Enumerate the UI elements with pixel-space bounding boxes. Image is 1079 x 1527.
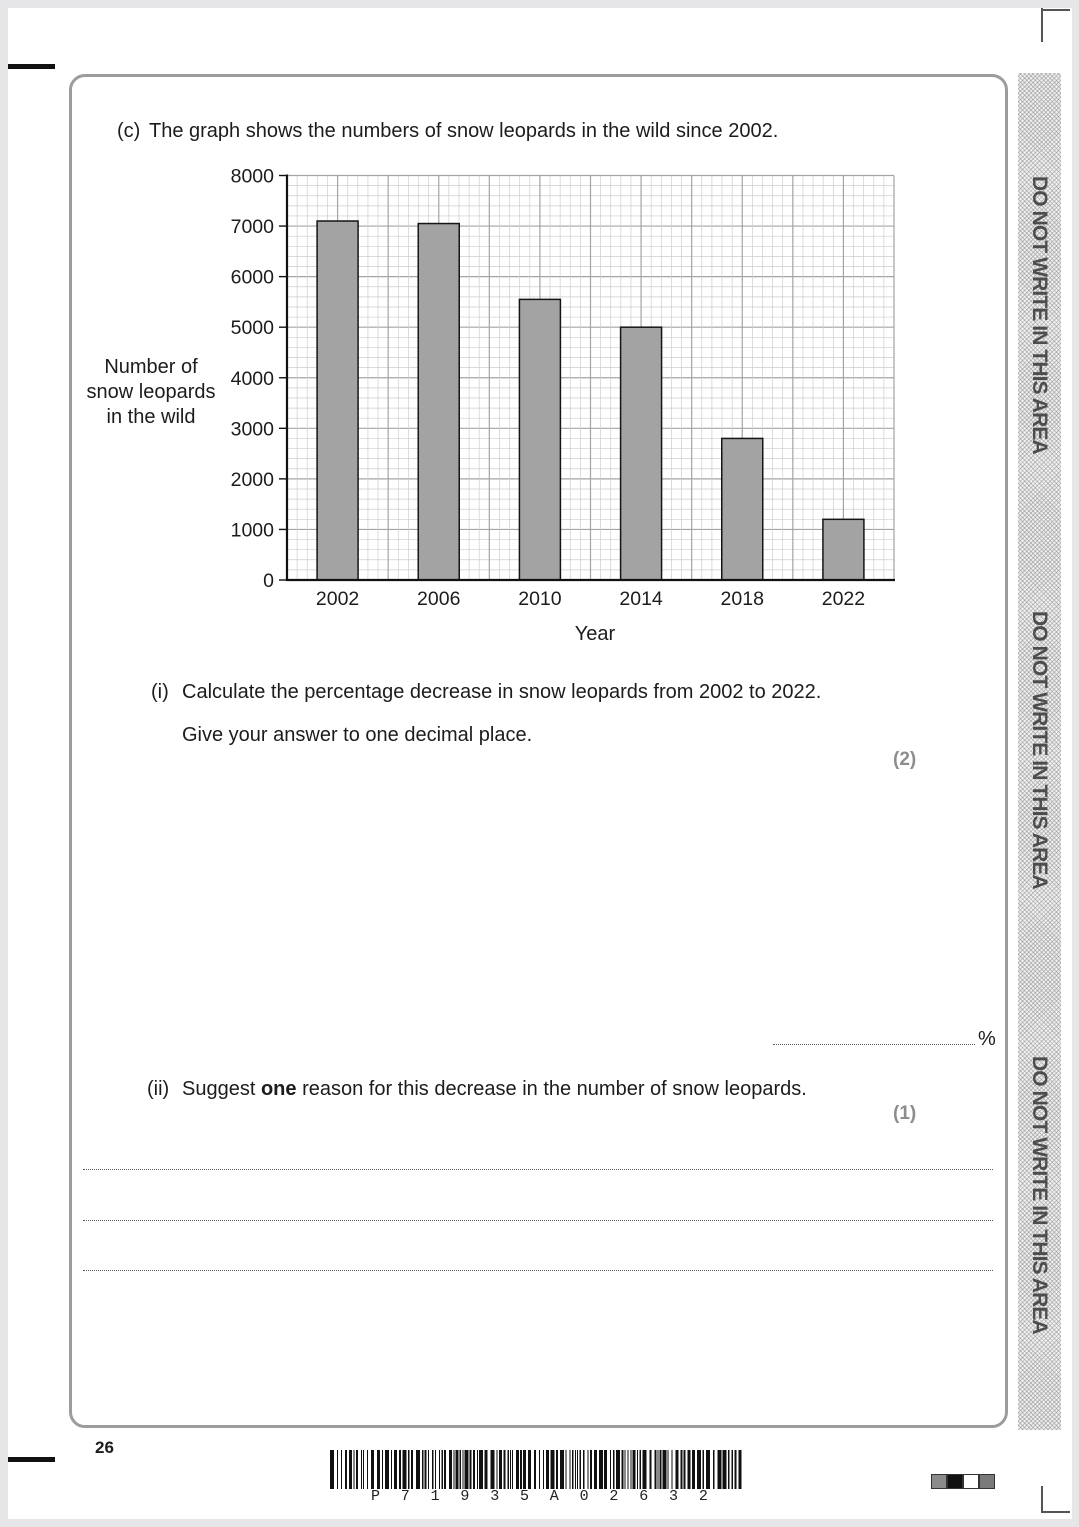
page-number: 26 xyxy=(95,1438,114,1457)
barcode-bar xyxy=(739,1450,742,1489)
barcode-bar xyxy=(539,1450,540,1489)
x-tick-label: 2010 xyxy=(518,588,562,610)
part-ii-text-after: reason for this decrease in the number of snow leopards. xyxy=(296,1078,807,1100)
barcode-bar xyxy=(625,1450,626,1489)
barcode-bar xyxy=(456,1450,459,1489)
part-ii-emphasis: one xyxy=(260,1078,297,1100)
barcode-bar xyxy=(449,1450,452,1489)
bar-2018 xyxy=(722,438,763,580)
barcode-bar xyxy=(371,1450,374,1489)
barcode-bar xyxy=(637,1450,638,1489)
y-tick-label: 6000 xyxy=(230,266,274,289)
bar-2006 xyxy=(418,224,459,580)
barcode-bar xyxy=(337,1450,338,1489)
barcode-bar xyxy=(590,1450,592,1489)
barcode-bar xyxy=(377,1450,380,1489)
part-i-label: (i) xyxy=(151,681,169,703)
barcode-bar xyxy=(728,1450,730,1489)
bar-2014 xyxy=(621,327,662,580)
barcode-bar xyxy=(718,1450,722,1489)
question-c-label: (c) xyxy=(117,120,141,142)
print-check-square-gray xyxy=(931,1474,947,1489)
barcode-bar xyxy=(546,1450,549,1489)
barcode-bar xyxy=(432,1450,434,1489)
barcode-bar xyxy=(435,1450,436,1489)
x-tick-label: 2014 xyxy=(619,588,663,610)
barcode-bar xyxy=(356,1450,358,1489)
x-tick-label: 2022 xyxy=(821,588,866,610)
barcode-bar xyxy=(411,1450,413,1489)
barcode xyxy=(330,1450,747,1489)
barcode-bar xyxy=(363,1450,364,1489)
barcode-bar xyxy=(723,1450,727,1489)
part-ii-text-before: Suggest xyxy=(182,1078,261,1100)
bar-2010 xyxy=(519,299,560,580)
part-ii-answer-line-2 xyxy=(83,1220,993,1221)
crop-mark-bottom-vertical xyxy=(1041,1486,1043,1513)
part-i-marks: (2) xyxy=(893,749,917,770)
part-ii-answer-line-1 xyxy=(83,1169,993,1170)
barcode-bar xyxy=(713,1450,715,1489)
barcode-bar xyxy=(425,1450,427,1489)
barcode-bar xyxy=(528,1450,531,1489)
print-check-square-black xyxy=(947,1474,963,1489)
part-i-answer-unit: % xyxy=(978,1028,996,1050)
barcode-bar xyxy=(697,1450,701,1489)
part-ii-answer-line-3 xyxy=(83,1270,993,1271)
print-check-square-white xyxy=(963,1474,979,1489)
barcode-bar xyxy=(330,1450,334,1489)
barcode-bar xyxy=(676,1450,679,1489)
barcode-bar xyxy=(510,1450,511,1489)
bar-2022 xyxy=(823,519,864,580)
barcode-bar xyxy=(354,1450,355,1489)
barcode-bar xyxy=(577,1450,578,1489)
barcode-bar xyxy=(394,1450,397,1489)
barcode-bar xyxy=(599,1450,603,1489)
barcode-bar xyxy=(643,1450,647,1489)
barcode-bar xyxy=(640,1450,642,1489)
y-axis-label xyxy=(84,355,218,430)
y-tick-label: 3000 xyxy=(230,418,274,441)
y-tick-label: 4000 xyxy=(230,367,274,390)
y-axis-label-line-2: snow leopards xyxy=(86,381,216,403)
barcode-bar xyxy=(422,1450,424,1489)
margin-notice-middle: DO NOT WRITE IN THIS AREA xyxy=(1028,611,1051,889)
barcode-bar xyxy=(444,1450,446,1489)
barcode-bar xyxy=(588,1450,589,1489)
barcode-bar xyxy=(399,1450,401,1489)
barcode-bar xyxy=(442,1450,444,1489)
barcode-bar xyxy=(543,1450,544,1489)
barcode-bar xyxy=(460,1450,462,1489)
barcode-bar xyxy=(703,1450,705,1489)
barcode-bar xyxy=(735,1450,737,1489)
barcode-bar xyxy=(416,1450,420,1489)
barcode-bar xyxy=(345,1450,347,1489)
barcode-bar xyxy=(520,1450,522,1489)
barcode-bar xyxy=(668,1450,669,1489)
barcode-bar xyxy=(575,1450,576,1489)
barcode-bar xyxy=(556,1450,558,1489)
barcode-bar xyxy=(361,1450,362,1489)
barcode-bar xyxy=(681,1450,683,1489)
barcode-bar xyxy=(580,1450,582,1489)
y-tick-label: 7000 xyxy=(230,216,274,239)
barcode-bar xyxy=(732,1450,734,1489)
y-tick-label: 5000 xyxy=(230,317,274,340)
y-axis-label-line-1: Number of xyxy=(104,356,198,378)
barcode-bar xyxy=(622,1450,624,1489)
barcode-bar xyxy=(572,1450,574,1489)
barcode-bar xyxy=(428,1450,429,1489)
part-ii-label: (ii) xyxy=(147,1078,170,1100)
barcode-bar xyxy=(349,1450,352,1489)
barcode-bar xyxy=(655,1450,657,1489)
barcode-bar xyxy=(382,1450,383,1489)
barcode-bar xyxy=(499,1450,502,1489)
part-i-question: Calculate the percentage decrease in snow leopards from 2002 to 2022. xyxy=(182,681,822,703)
barcode-bar xyxy=(633,1450,636,1489)
barcode-bar xyxy=(610,1450,611,1489)
barcode-bar xyxy=(663,1450,667,1489)
barcode-bar xyxy=(485,1450,488,1489)
barcode-bar xyxy=(628,1450,629,1489)
barcode-bar xyxy=(516,1450,519,1489)
barcode-bar xyxy=(692,1450,695,1489)
barcode-bar xyxy=(534,1450,536,1489)
barcode-bar xyxy=(631,1450,632,1489)
barcode-bar xyxy=(684,1450,686,1489)
barcode-bar xyxy=(477,1450,478,1489)
barcode-bar xyxy=(497,1450,498,1489)
barcode-bar xyxy=(566,1450,567,1489)
bar-chart xyxy=(0,0,1079,660)
barcode-bar xyxy=(560,1450,564,1489)
barcode-bar xyxy=(465,1450,469,1489)
part-i-answer-line xyxy=(773,1044,975,1045)
part-i-instruction: Give your answer to one decimal place. xyxy=(182,724,533,746)
barcode-bar xyxy=(385,1450,389,1489)
barcode-bar xyxy=(616,1450,620,1489)
chart-grid xyxy=(287,176,894,581)
y-tick-label: 0 xyxy=(263,570,274,592)
barcode-bar xyxy=(454,1450,455,1489)
crop-mark-bottom-horizontal xyxy=(1041,1511,1070,1513)
y-tick-label: 1000 xyxy=(230,519,274,542)
barcode-bar xyxy=(551,1450,555,1489)
registration-mark-bottom xyxy=(8,1457,55,1462)
x-axis-label: Year xyxy=(574,623,616,645)
barcode-text: P71935A02632 xyxy=(371,1488,729,1505)
margin-notice-bottom: DO NOT WRITE IN THIS AREA xyxy=(1028,1056,1051,1334)
question-c-text: The graph shows the numbers of snow leopards in the wild since 2002. xyxy=(149,120,779,142)
barcode-bar xyxy=(479,1450,483,1489)
barcode-bar xyxy=(403,1450,407,1489)
barcode-bar xyxy=(463,1450,464,1489)
barcode-bar xyxy=(688,1450,691,1489)
barcode-bar xyxy=(604,1450,607,1489)
barcode-bar xyxy=(650,1450,652,1489)
barcode-bar xyxy=(570,1450,571,1489)
barcode-bar xyxy=(523,1450,526,1489)
y-tick-label: 8000 xyxy=(230,165,274,188)
x-tick-label: 2002 xyxy=(315,588,360,610)
margin-notice-top: DO NOT WRITE IN THIS AREA xyxy=(1028,176,1051,454)
bar-2002 xyxy=(317,221,358,580)
part-ii-marks: (1) xyxy=(893,1103,917,1124)
part-ii-question xyxy=(182,1077,807,1101)
barcode-bar xyxy=(508,1450,510,1489)
barcode-bar xyxy=(341,1450,342,1489)
barcode-bar xyxy=(470,1450,472,1489)
barcode-bar xyxy=(660,1450,662,1489)
barcode-bar xyxy=(408,1450,410,1489)
barcode-bar xyxy=(594,1450,597,1489)
barcode-bar xyxy=(491,1450,495,1489)
y-tick-label: 2000 xyxy=(230,468,274,491)
print-check-square-dark-gray xyxy=(979,1474,995,1489)
barcode-bar xyxy=(512,1450,513,1489)
barcode-bar xyxy=(439,1450,440,1489)
barcode-bar xyxy=(391,1450,392,1489)
barcode-bar xyxy=(473,1450,475,1489)
barcode-bar xyxy=(672,1450,673,1489)
x-tick-label: 2006 xyxy=(417,588,461,610)
barcode-bar xyxy=(504,1450,506,1489)
barcode-bar xyxy=(706,1450,710,1489)
barcode-bar xyxy=(583,1450,585,1489)
barcode-bar xyxy=(658,1450,659,1489)
x-tick-label: 2018 xyxy=(720,588,764,610)
y-axis-label-line-3: in the wild xyxy=(106,406,196,428)
barcode-bar xyxy=(367,1450,368,1489)
barcode-bar xyxy=(613,1450,615,1489)
